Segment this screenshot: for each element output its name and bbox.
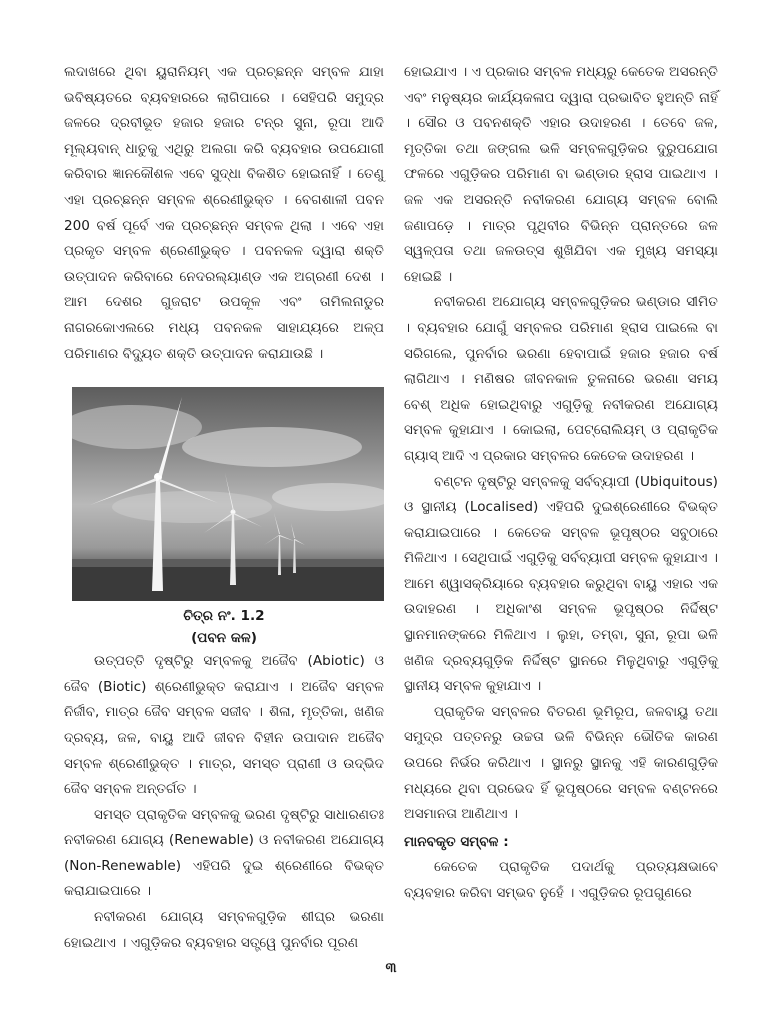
wind-turbine-photo bbox=[72, 387, 384, 601]
paragraph-concealed-resources: ଲଦାଖରେ ଥିବା ୟୁରାନିୟମ୍ ଏକ ପ୍ରଚ୍ଛନ୍ନ ସମ୍ବଳ ଯାହା ଭବିଷ୍ୟତରେ ବ୍ୟବହାରରେ ଲାଗିପାରେ । ସେହିପରି ସମୁଦ୍ର ଜଳରେ ଦ୍ରବୀଭୂତ ହଜାର ହଜାର ଟନ୍‌ର ସୁନା, ରୂପା ଆଦି ମୂଲ୍ୟବାନ୍ ଧାତୁକୁ ଏଥିରୁ ଅଲଗା କରି ବ୍ୟବହାର ଉପଯୋଗୀ କରିବାର ଜ୍ଞାନକୌଶଳ ଏବେ ସୁଦ୍ଧା ବିକଶିତ ହୋଇନାହିଁ । ତେଣୁ ଏହା ପ୍ରଚ୍ଛନ୍ନ ସମ୍ବଳ ଶ୍ରେଣୀଭୁକ୍ତ । ବେଗଶାଳୀ ପବନ 200 ବର୍ଷ ପୂର୍ବେ ଏକ ପ୍ରଚ୍ଛନ୍ନ ସମ୍ବଳ ଥିଲା । ଏବେ ଏହା ପ୍ରକୃତ ସମ୍ବଳ ଶ୍ରେଣୀଭୁକ୍ତ । ପବନକଳ ଦ୍ୱାରା ଶକ୍ତି ଉତ୍ପାଦନ କରିବାରେ ନେଦରଲ୍ୟାଣ୍ଡ ଏକ ଅଗ୍ରଣୀ ଦେଶ । ଆମ ଦେଶର ଗୁଜରାଟ ଉପକୂଳ ଏବଂ ତାମିଲନାଡୁର ନାଗରକୋଏଲରେ ମଧ୍ୟ ପବନକଳ ସାହାଯ୍ୟରେ ଅଳ୍ପ ପରିମାଣର ବିଦ୍ୟୁତ ଶକ୍ତି ଉତ୍ପାଦନ କରାଯାଉଛି । bbox=[64, 64, 384, 362]
paragraph-renewable-classification: ସମସ୍ତ ପ୍ରାକୃତିକ ସମ୍ବଳକୁ ଭରଣ ଦୃଷ୍ଟିରୁ ସାଧାରଣତଃ ନବୀକରଣ ଯୋଗ୍ୟ (Renewable) ଓ ନବୀକରଣ ଅଯୋଗ୍ୟ (Non-Renewable) ଏହିପରି ଦୁଇ ଶ୍ରେଣୀରେ ବିଭକ୍ତ କରାଯାଇପାରେ । bbox=[64, 806, 384, 900]
paragraph-renewable-resources: ନବୀକରଣ ଯୋଗ୍ୟ ସମ୍ବଳଗୁଡ଼ିକ ଶୀଘ୍ର ଭରଣା ହୋଇଥାଏ । ଏଗୁଡ଼ିକର ବ୍ୟବହାର ସତ୍ତ୍ୱେ ପୁନର୍ବାର ପୂରଣ bbox=[64, 909, 384, 951]
left-column bbox=[64, 60, 384, 956]
paragraph-nonrenewable-resources: ନବୀକରଣ ଅଯୋଗ୍ୟ ସମ୍ବଳଗୁଡ଼ିକର ଭଣ୍ଡାର ସୀମିତ । ବ୍ୟବହାର ଯୋଗୁଁ ସମ୍ବଳର ପରିମାଣ ହ୍ରାସ ପାଇଲେ ବା ସରିଗଲେ, ପୁନର୍ବାର ଭରଣା ହେବାପାଇଁ ହଜାର ହଜାର ବର୍ଷ ଲାଗିଥାଏ । ମଣିଷର ଜୀବନକାଳ ତୁଳନାରେ ଭରଣା ସମୟ ବେଶ୍ ଅଧିକ ହୋଇଥିବାରୁ ଏଗୁଡ଼ିକୁ ନବୀକରଣ ଅଯୋଗ୍ୟ ସମ୍ବଳ କୁହାଯାଏ । କୋଇଲା, ପେଟ୍ରୋଲିୟମ୍ ଓ ପ୍ରାକୃତିକ ଗ୍ୟାସ୍ ଆଦି ଏ ପ୍ରକାର ସମ୍ବଳର କେତେକ ଉଦାହରଣ । bbox=[404, 294, 718, 464]
section-heading-human-made-resources: ମାନବକୃତ ସମ୍ବଳ : bbox=[404, 833, 509, 850]
figure-caption: (ପବନ କଳ) bbox=[191, 630, 257, 647]
right-column bbox=[404, 60, 718, 907]
paragraph-ubiquitous-localised: ବଣ୍ଟନ ଦୃଷ୍ଟିରୁ ସମ୍ବଳକୁ ସର୍ବବ୍ୟାପୀ (Ubiquitous) ଓ ସ୍ଥାନୀୟ (Localised) ଏହିପରି ଦୁଇଶ୍ରେଣୀରେ ବିଭକ୍ତ କରାଯାଇପାରେ । କେତେକ ସମ୍ବଳ ଭୂପୃଷ୍ଠର ସବୁଠାରେ ମିଳିଥାଏ । ସେଥିପାଇଁ ଏଗୁଡ଼ିକୁ ସର୍ବବ୍ୟାପୀ ସମ୍ବଳ କୁହାଯାଏ । ଆମେ ଶ୍ୱାସକ୍ରିୟାରେ ବ୍ୟବହାର କରୁଥିବା ବାୟୁ ଏହାର ଏକ ଉଦାହରଣ । ଅଧିକାଂଶ ସମ୍ବଳ ଭୂପୃଷ୍ଠର ନିର୍ଦ୍ଦିଷ୍ଟ ସ୍ଥାନମାନଙ୍କରେ ମିଳିଥାଏ । ଲୁହା, ତମ୍ବା, ସୁନା, ରୂପା ଭଳି ଖଣିଜ ଦ୍ରବ୍ୟଗୁଡ଼ିକ ନିର୍ଦ୍ଦିଷ୍ଟ ସ୍ଥାନରେ ମିଳୁଥିବାରୁ ଏଗୁଡ଼ିକୁ ସ୍ଥାନୀୟ ସମ୍ବଳ କୁହାଯାଏ । bbox=[404, 473, 718, 695]
paragraph-human-made-resources: କେତେକ ପ୍ରାକୃତିକ ପଦାର୍ଥକୁ ପ୍ରତ୍ୟକ୍ଷଭାବେ ବ୍ୟବହାର କରିବା ସମ୍ଭବ ନୁହେଁ । ଏଗୁଡ଼ିକର ରୂପଗୁଣରେ bbox=[404, 859, 718, 901]
wind-turbine-illustration bbox=[72, 387, 384, 601]
page-number: ୩ bbox=[385, 960, 397, 976]
figure-label: ଚିତ୍ର ନଂ. 1.2 bbox=[183, 608, 265, 625]
paragraph-resource-distribution: ପ୍ରାକୃତିକ ସମ୍ବଳର ବିତରଣ ଭୂମିରୂପ, ଜଳବାୟୁ ତଥା ସମୁଦ୍ର ପତ୍ତନରୁ ଉଚ୍ଚତା ଭଳି ବିଭିନ୍ନ ଭୌତିକ କାରଣ ଉପରେ ନିର୍ଭର କରିଥାଏ । ସ୍ଥାନରୁ ସ୍ଥାନକୁ ଏହି କାରଣଗୁଡ଼ିକ ମଧ୍ୟରେ ଥିବା ପ୍ରଭେଦ ହିଁ ଭୂପୃଷ୍ଠରେ ସମ୍ବଳ ବଣ୍ଟନରେ ଅସମାନତା ଆଣିଥାଏ । bbox=[404, 703, 718, 823]
paragraph-inexhaustible-resources: ହୋଇଯାଏ । ଏ ପ୍ରକାର ସମ୍ବଳ ମଧ୍ୟରୁ କେତେକ ଅସରନ୍ତି ଏବଂ ମନୁଷ୍ୟର କାର୍ଯ୍ୟକଳାପ ଦ୍ୱାରା ପ୍ରଭାବିତ ହୁଅନ୍ତି ନାହିଁ । ସୌର ଓ ପବନଶକ୍ତି ଏହାର ଉଦାହରଣ । ତେବେ ଜଳ, ମୃତ୍ତିକା ତଥା ଜଙ୍ଗଲ ଭଳି ସମ୍ବଳଗୁଡ଼ିକର ଦୁରୁପଯୋଗ ଫଳରେ ଏଗୁଡ଼ିକର ପରିମାଣ ବା ଭଣ୍ଡାର ହ୍ରାସ ପାଇଥାଏ । ଜଳ ଏକ ଅସରନ୍ତି ନବୀକରଣ ଯୋଗ୍ୟ ସମ୍ବଳ ବୋଲି ଜଣାପଡ଼େ । ମାତ୍ର ପୃଥିବୀର ବିଭିନ୍ନ ପ୍ରାନ୍ତରେ ଜଳ ସ୍ୱଳ୍ପତା ତଥା ଜଳଉତ୍ସ ଶୁଖିଯିବା ଏକ ମୁଖ୍ୟ ସମସ୍ୟା ହୋଇଛି । bbox=[404, 64, 718, 285]
paragraph-biotic-abiotic: ଉତ୍ପତ୍ତି ଦୃଷ୍ଟିରୁ ସମ୍ବଳକୁ ଅଜୈବ (Abiotic) ଓ ଜୈବ (Biotic) ଶ୍ରେଣୀଭୁକ୍ତ କରାଯାଏ । ଅଜୈବ ସମ୍ବଳ ନିର୍ଜୀବ, ମାତ୍ର ଜୈବ ସମ୍ବଳ ସଜୀବ । ଶିଳା, ମୃତ୍ତିକା, ଖଣିଜ ଦ୍ରବ୍ୟ, ଜଳ, ବାୟୁ ଆଦି ଜୀବନ ବିହୀନ ଉପାଦାନ ଅଜୈବ ସମ୍ବଳ ଶ୍ରେଣୀଭୁକ୍ତ । ମାତ୍ର, ସମସ୍ତ ପ୍ରାଣୀ ଓ ଉଦ୍ଭିଦ ଜୈବ ସମ୍ବଳ ଅନ୍ତର୍ଗତ । bbox=[64, 653, 384, 798]
